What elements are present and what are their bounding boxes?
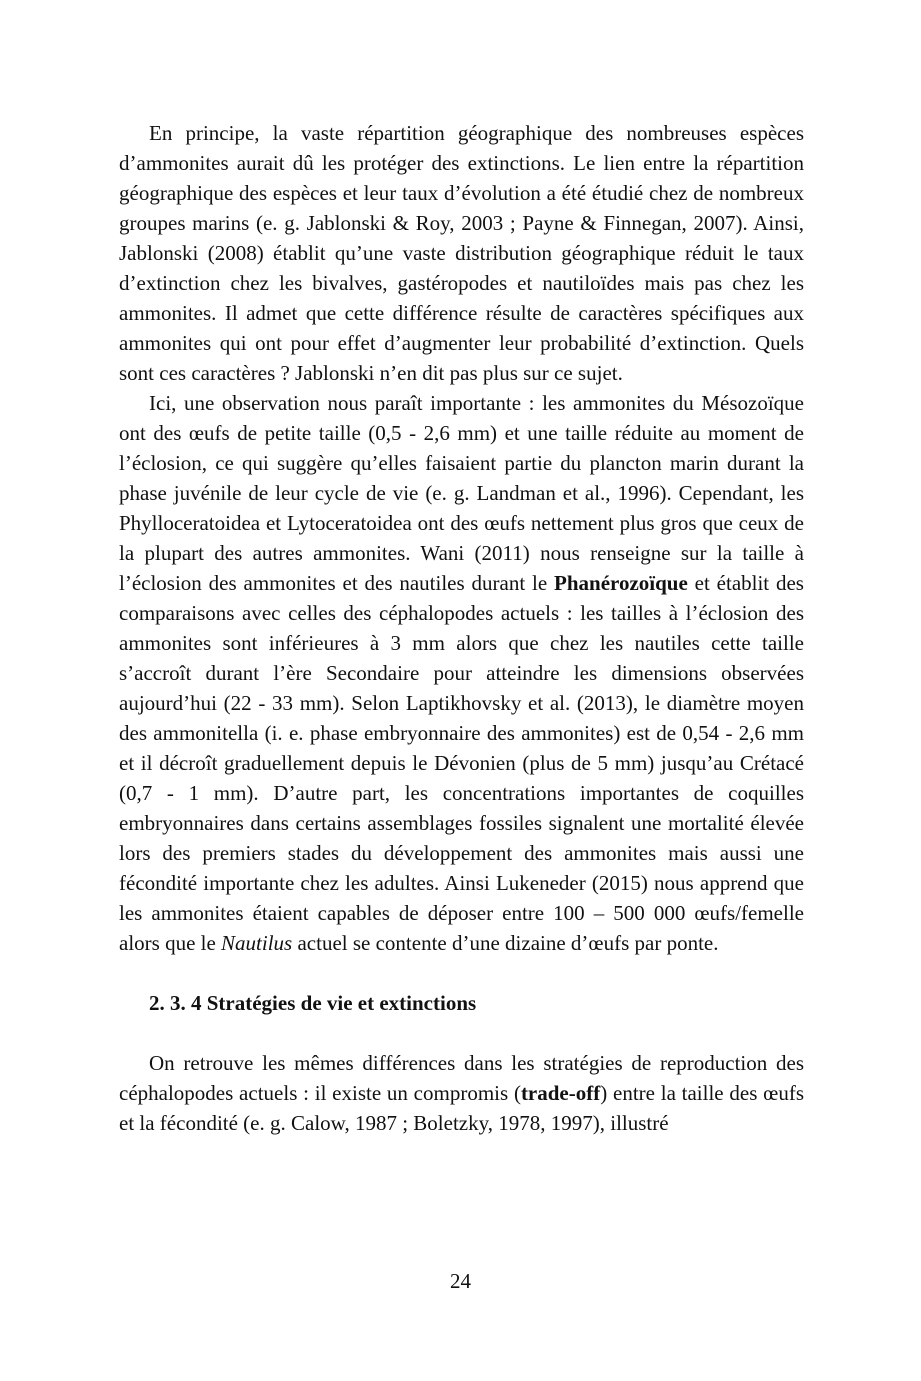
- paragraph-1: [119, 118, 804, 388]
- section-heading: 2. 3. 4 Stratégies de vie et extinctions: [149, 991, 477, 1015]
- spacer: [119, 1018, 804, 1048]
- paragraph-2-text-b: et établit des comparaisons avec celles des céphalopodes actuels : les tailles à l’éclosion des ammonites sont inférieures à 3 mm alors que chez les nautiles cette taille s’accroît durant l’ère Secondaire pour atteindre les dimensions observées aujourd’hui (22 - 33 mm). Selon Laptikhovsky et al. (2013), le diamètre moyen des ammonitella (i. e. phase embryonnaire des ammonites) est de 0,54 - 2,6 mm et il décroît graduellement depuis le Dévonien (plus de 5 mm) jusqu’au Crétacé (0,7 - 1 mm). D’autre part, les concentrations importantes de coquilles embryonnaires dans certains assemblages fossiles signalent une mortalité élevée lors des premiers stades du développement des ammonites mais aussi une fécondité importante chez les adultes. Ainsi Lukeneder (2015) nous apprend que les ammonites étaient capables de déposer entre 100 – 500 000 œufs/femelle alors que le: [119, 571, 804, 955]
- paragraph-2-text-a: Ici, une observation nous paraît importante : les ammonites du Mésozoïque ont des œufs de petite taille (0,5 - 2,6 mm) et une taille réduite au moment de l’éclosion, ce qui suggère qu’elles faisaient partie du plancton marin durant la phase juvénile de leur cycle de vie (e. g. Landman et al., 1996). Cependant, les Phylloceratoidea et Lytoceratoidea ont des œufs nettement plus gros que ceux de la plupart des autres ammonites. Wani (2011) nous renseigne sur la taille à l’éclosion des ammonites et des nautiles durant le: [119, 391, 804, 595]
- paragraph-2-italic-term: Nautilus: [221, 931, 293, 955]
- page-body: [119, 118, 804, 1138]
- paragraph-3: [119, 1048, 804, 1138]
- paragraph-2-bold-term: Phanérozoïque: [554, 571, 688, 595]
- spacer: [119, 958, 804, 988]
- paragraph-3-bold-term: trade-off: [520, 1081, 601, 1105]
- page-number: 24: [450, 1269, 471, 1293]
- paragraph-2-text-c: actuel se contente d’une dizaine d’œufs par ponte.: [292, 931, 719, 955]
- paragraph-3-text-b: ) entre la taille des œufs et la fécondité (e. g. Calow, 1987 ; Boletzky, 1978, 1997), illustré: [119, 1081, 804, 1135]
- paragraph-2: [119, 388, 804, 958]
- paragraph-3-text-a: On retrouve les mêmes différences dans les stratégies de reproduction des céphalopodes actuels : il existe un compromis (: [119, 1051, 804, 1105]
- paragraph-1-text: En principe, la vaste répartition géographique des nombreuses espèces d’ammonites aurait dû les protéger des extinctions. Le lien entre la répartition géographique des espèces et leur taux d’évolution a été étudié chez de nombreux groupes marins (e. g. Jablonski & Roy, 2003 ; Payne & Finnegan, 2007). Ainsi, Jablonski (2008) établit qu’une vaste distribution géographique réduit le taux d’extinction chez les bivalves, gastéropodes et nautiloïdes mais pas chez les ammonites. Il admet que cette différence résulte de caractères spécifiques aux ammonites qui ont pour effet d’augmenter leur probabilité d’extinction. Quels sont ces caractères ? Jablonski n’en dit pas plus sur ce sujet.: [119, 121, 804, 385]
